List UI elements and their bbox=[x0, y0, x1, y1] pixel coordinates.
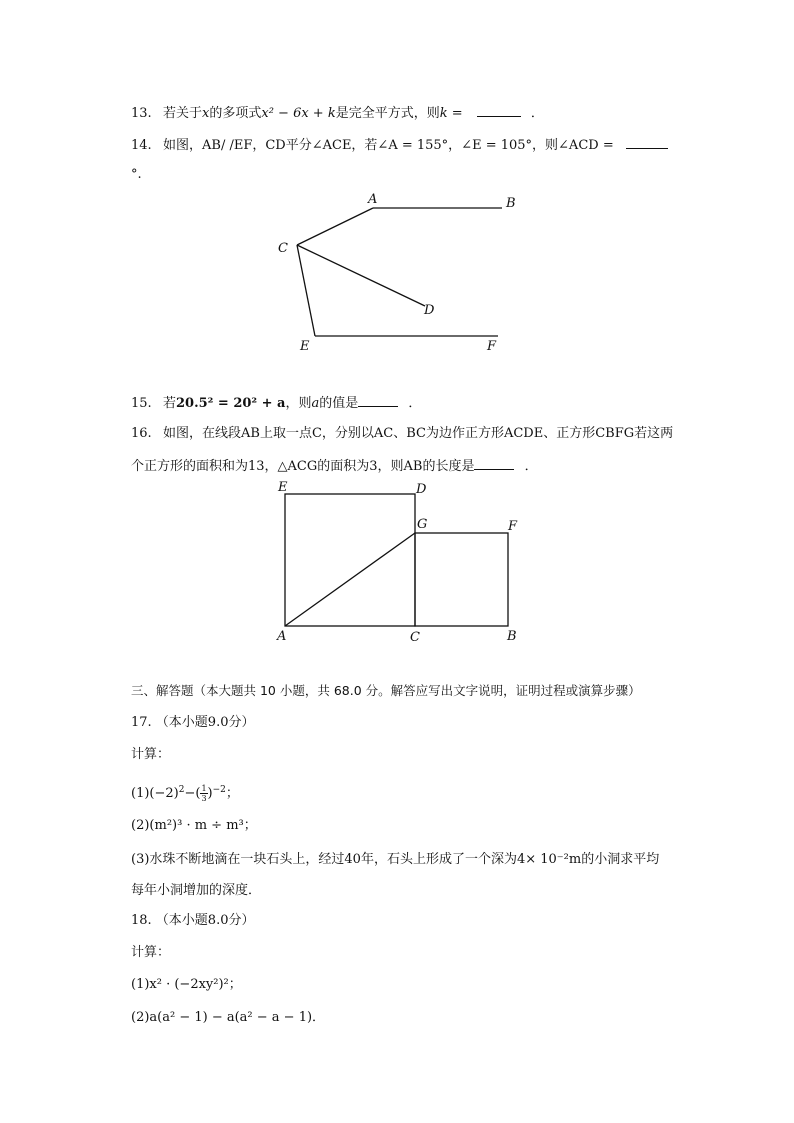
math-expression: −( bbox=[184, 786, 201, 801]
question-text: 个正方形的面积和为13，△ACG的面积为3，则AB的长度是 bbox=[131, 459, 475, 474]
question-text: 若 bbox=[163, 396, 177, 411]
exponent: −2 bbox=[212, 785, 226, 795]
question-text: 是完全平方式，则 bbox=[335, 106, 440, 121]
point-label-b: B bbox=[506, 196, 516, 211]
point-label-f: F bbox=[487, 339, 497, 354]
question-17-part-3-line1: (3)水珠不断地滴在一块石头上，经过40年，石头上形成了一个深为4× 10⁻²m的小洞求平均 bbox=[131, 852, 660, 867]
figure-14 bbox=[270, 188, 530, 358]
question-number: 13. bbox=[131, 106, 152, 121]
point-label-a: A bbox=[277, 629, 287, 644]
segment-ce bbox=[297, 245, 315, 336]
segment-ag bbox=[285, 533, 415, 626]
square-acde bbox=[285, 494, 415, 626]
fraction-denominator: 3 bbox=[201, 794, 207, 803]
question-end: ． bbox=[524, 459, 538, 474]
math-var: x bbox=[202, 106, 210, 121]
math-expression: ) bbox=[207, 786, 213, 801]
math-var: a bbox=[311, 396, 320, 411]
answer-blank bbox=[477, 102, 521, 117]
point-label-d: D bbox=[424, 303, 435, 318]
math-expression: (1)(−2) bbox=[131, 786, 179, 801]
question-17-part-3-line2: 每年小洞增加的深度． bbox=[131, 883, 262, 898]
question-number: 14. bbox=[131, 138, 152, 153]
math-expression: k = bbox=[439, 106, 463, 121]
figure-16 bbox=[270, 478, 530, 648]
question-end: ． bbox=[530, 106, 544, 121]
question-text: 的值是 bbox=[319, 396, 359, 411]
answer-blank bbox=[474, 455, 514, 470]
question-17-prompt: 计算： bbox=[131, 747, 171, 762]
question-18-header: 18. （本小题8.0分） bbox=[131, 913, 255, 928]
point-label-f: F bbox=[508, 519, 518, 534]
question-18-part-1: (1)x² · (−2xy²)²； bbox=[131, 977, 242, 992]
point-label-g: G bbox=[417, 517, 428, 532]
exponent: 2 bbox=[178, 785, 185, 795]
math-expression: 20.5² = 20² + a bbox=[176, 396, 286, 411]
question-15 bbox=[131, 392, 421, 414]
segment-cd bbox=[297, 245, 425, 306]
section-title: 三、解答题（本大题共 10 小题，共 68.0 分。解答应写出文字说明，证明过程或演算步骤） bbox=[131, 683, 641, 698]
point-label-c: C bbox=[410, 630, 420, 645]
question-end: ． bbox=[408, 396, 422, 411]
question-17-part-1 bbox=[131, 780, 239, 804]
fraction-numerator: 1 bbox=[201, 784, 207, 793]
math-punctuation: ； bbox=[225, 786, 239, 801]
question-17-header: 17. （本小题9.0分） bbox=[131, 715, 255, 730]
point-label-d: D bbox=[416, 482, 427, 497]
question-text: 如图，AB/ /EF，CD平分∠ACE，若∠A = 155°，∠E = 105°，则∠ACD = bbox=[163, 138, 614, 153]
question-17-part-2: (2)(m²)³ · m ÷ m³； bbox=[131, 818, 257, 833]
question-number: 16. bbox=[131, 426, 152, 441]
point-label-e: E bbox=[278, 480, 288, 495]
question-13 bbox=[131, 102, 544, 124]
question-18-part-2: (2)a(a² − 1) − a(a² − a − 1)． bbox=[131, 1010, 326, 1025]
point-label-a: A bbox=[368, 192, 378, 207]
question-16 bbox=[131, 424, 673, 444]
question-number: 15. bbox=[131, 396, 152, 411]
point-label-b: B bbox=[507, 629, 517, 644]
point-label-c: C bbox=[278, 241, 288, 256]
question-16-line2 bbox=[131, 455, 538, 477]
question-14-unit: °. bbox=[131, 167, 142, 182]
question-14 bbox=[131, 134, 668, 156]
answer-blank bbox=[626, 134, 668, 149]
square-cbfg bbox=[415, 533, 508, 626]
segment-ac bbox=[297, 208, 373, 245]
point-label-e: E bbox=[300, 339, 310, 354]
question-text: 如图，在线段AB上取一点C，分别以AC、BC为边作正方形ACDE、正方形CBFG若这两 bbox=[163, 426, 674, 441]
question-text: 若关于 bbox=[163, 106, 203, 121]
question-text: ，则 bbox=[285, 396, 312, 411]
answer-blank bbox=[358, 392, 398, 407]
fraction bbox=[200, 784, 207, 803]
question-text: 的多项式 bbox=[209, 106, 262, 121]
question-18-prompt: 计算： bbox=[131, 945, 171, 960]
math-expression: x² − 6x + k bbox=[261, 106, 336, 121]
